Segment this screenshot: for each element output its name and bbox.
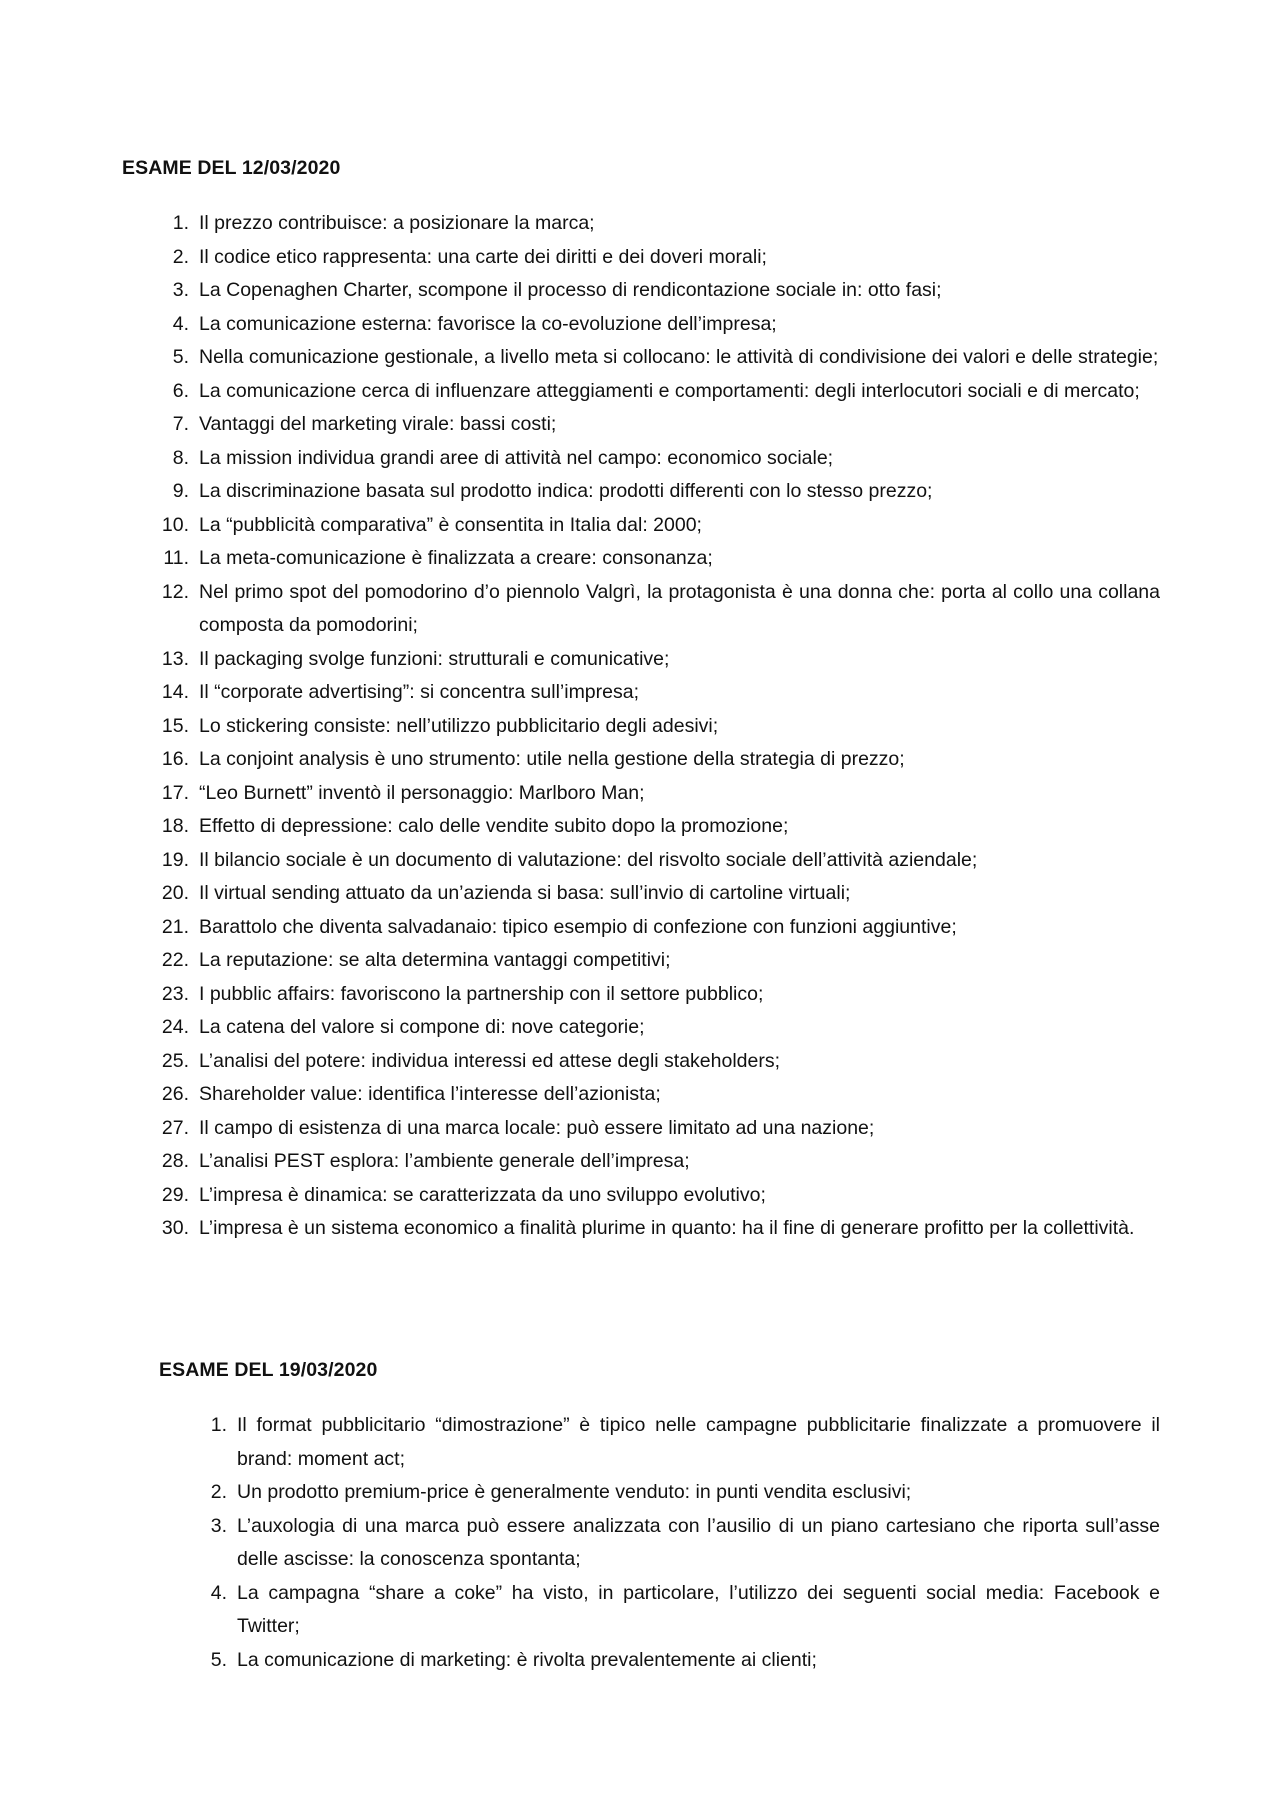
item-number: 4. [172, 312, 189, 335]
item-text: La Copenaghen Charter, scompone il processo di rendicontazione sociale in: otto fasi; [199, 279, 942, 301]
item-text: Nella comunicazione gestionale, a livello meta si collocano: le attività di condivisione dei valori e delle strategie; [199, 346, 1159, 368]
list-item [159, 810, 1160, 844]
list-item [159, 1112, 1160, 1146]
item-number: 21. [161, 915, 189, 938]
list-item [159, 1212, 1160, 1246]
list-item [159, 576, 1160, 643]
item-text: Il bilancio sociale è un documento di valutazione: del risvolto sociale dell’attività aziendale; [199, 848, 978, 871]
item-text: La campagna “share a coke” ha visto, in particolare, l’utilizzo dei seguenti social media: Facebook e Twitter; [237, 1581, 1160, 1637]
item-text: L’impresa è dinamica: se caratterizzata da uno sviluppo evolutivo; [199, 1183, 766, 1206]
list-item [159, 475, 1160, 509]
item-text: Nel primo spot del pomodorino d’o piennolo Valgrì, la protagonista è una donna che: porta al collo una collana composta da pomodorini; [199, 580, 1160, 636]
list-item [159, 777, 1160, 811]
item-number: 22. [161, 949, 189, 971]
list-item [159, 542, 1160, 576]
item-number: 10. [161, 513, 189, 536]
item-number: 16. [161, 748, 189, 770]
list-item [159, 509, 1160, 543]
list-item [197, 1510, 1160, 1577]
list-item [159, 442, 1160, 476]
list-item [159, 207, 1160, 241]
section-heading: ESAME DEL 19/03/2020 [159, 1359, 378, 1381]
item-text: La “pubblicità comparativa” è consentita in Italia dal: 2000; [199, 513, 702, 536]
item-number: 17. [161, 781, 189, 804]
question-list [197, 1409, 1160, 1677]
item-number: 26. [161, 1083, 189, 1105]
list-item [159, 676, 1160, 710]
item-number: 2. [172, 245, 189, 268]
item-number: 27. [161, 1116, 189, 1139]
item-text: I pubblic affairs: favoriscono la partnership con il settore pubblico; [199, 982, 764, 1005]
item-text: L’analisi del potere: individua interessi ed attese degli stakeholders; [199, 1049, 781, 1072]
list-item [197, 1409, 1160, 1476]
item-text: La comunicazione di marketing: è rivolta prevalentemente ai clienti; [237, 1648, 817, 1671]
list-item [159, 1011, 1160, 1045]
item-number: 25. [161, 1049, 189, 1072]
list-item [159, 308, 1160, 342]
item-text: Il campo di esistenza di una marca locale: può essere limitato ad una nazione; [199, 1116, 875, 1139]
list-item [159, 408, 1160, 442]
item-text: Il format pubblicitario “dimostrazione” è tipico nelle campagne pubblicitarie finalizzate a promuovere il brand: moment act; [237, 1414, 1160, 1470]
item-text: L’impresa è un sistema economico a finalità plurime in quanto: ha il fine di generare profitto per la collettività. [199, 1217, 1135, 1239]
item-number: 5. [172, 346, 189, 368]
item-number: 1. [172, 212, 189, 234]
item-number: 20. [161, 882, 189, 904]
list-item [197, 1476, 1160, 1510]
list-item [159, 877, 1160, 911]
item-number: 2. [210, 1481, 227, 1503]
item-number: 11. [163, 547, 189, 569]
item-text: La conjoint analysis è uno strumento: utile nella gestione della strategia di prezzo; [199, 748, 905, 770]
item-number: 3. [210, 1514, 227, 1537]
list-item [159, 1145, 1160, 1179]
item-number: 15. [161, 714, 189, 737]
item-text: Il codice etico rappresenta: una carte dei diritti e dei doveri morali; [199, 245, 767, 268]
item-number: 19. [161, 848, 189, 871]
item-number: 1. [210, 1414, 227, 1436]
item-text: Il “corporate advertising”: si concentra sull’impresa; [199, 681, 640, 703]
item-text: La comunicazione esterna: favorisce la co-evoluzione dell’impresa; [199, 312, 777, 335]
list-item [159, 643, 1160, 677]
item-number: 12. [161, 580, 189, 603]
item-number: 9. [172, 480, 189, 502]
list-item [159, 710, 1160, 744]
list-item [159, 1179, 1160, 1213]
item-number: 3. [172, 279, 189, 301]
item-number: 7. [172, 413, 189, 435]
list-item [159, 743, 1160, 777]
item-text: Il packaging svolge funzioni: strutturali e comunicative; [199, 647, 670, 670]
list-item [159, 241, 1160, 275]
item-number: 13. [161, 647, 189, 670]
item-text: Un prodotto premium-price è generalmente venduto: in punti vendita esclusivi; [237, 1481, 912, 1503]
item-number: 28. [161, 1150, 189, 1172]
question-list [159, 207, 1160, 1246]
item-number: 18. [161, 815, 189, 837]
item-text: La meta-comunicazione è finalizzata a creare: consonanza; [199, 547, 713, 569]
item-text: Barattolo che diventa salvadanaio: tipico esempio di confezione con funzioni aggiuntive; [199, 915, 957, 938]
item-text: “Leo Burnett” inventò il personaggio: Marlboro Man; [199, 781, 645, 804]
item-text: Lo stickering consiste: nell’utilizzo pubblicitario degli adesivi; [199, 714, 719, 737]
item-text: Il prezzo contribuisce: a posizionare la marca; [199, 212, 595, 234]
item-number: 30. [161, 1217, 189, 1239]
item-number: 23. [161, 982, 189, 1005]
item-text: La discriminazione basata sul prodotto indica: prodotti differenti con lo stesso prezzo; [199, 480, 933, 502]
list-item [159, 1045, 1160, 1079]
item-text: La comunicazione cerca di influenzare atteggiamenti e comportamenti: degli interlocutori sociali e di mercato; [199, 379, 1140, 402]
item-text: L’auxologia di una marca può essere analizzata con l’ausilio di un piano cartesiano che riporta sull’asse delle ascisse: la conoscenza spontanta; [237, 1514, 1160, 1570]
item-number: 8. [172, 446, 189, 469]
list-item [159, 341, 1160, 375]
list-item [159, 944, 1160, 978]
list-item [159, 1078, 1160, 1112]
item-text: Il virtual sending attuato da un’azienda si basa: sull’invio di cartoline virtuali; [199, 882, 851, 904]
item-number: 5. [210, 1648, 227, 1671]
list-item [197, 1577, 1160, 1644]
item-number: 6. [172, 379, 189, 402]
item-number: 29. [161, 1183, 189, 1206]
list-item [159, 978, 1160, 1012]
list-item [159, 375, 1160, 409]
item-text: Effetto di depressione: calo delle vendite subito dopo la promozione; [199, 815, 789, 837]
list-item [159, 911, 1160, 945]
item-text: Vantaggi del marketing virale: bassi costi; [199, 413, 557, 435]
list-item [159, 274, 1160, 308]
item-text: La catena del valore si compone di: nove categorie; [199, 1016, 645, 1038]
list-item [197, 1644, 1160, 1678]
list-item [159, 844, 1160, 878]
section-heading: ESAME DEL 12/03/2020 [122, 157, 341, 179]
item-text: L’analisi PEST esplora: l’ambiente generale dell’impresa; [199, 1150, 690, 1172]
item-number: 4. [210, 1581, 227, 1604]
item-text: Shareholder value: identifica l’interesse dell’azionista; [199, 1083, 661, 1105]
item-number: 24. [161, 1016, 189, 1038]
item-number: 14. [161, 681, 189, 703]
item-text: La reputazione: se alta determina vantaggi competitivi; [199, 949, 671, 971]
item-text: La mission individua grandi aree di attività nel campo: economico sociale; [199, 446, 834, 469]
